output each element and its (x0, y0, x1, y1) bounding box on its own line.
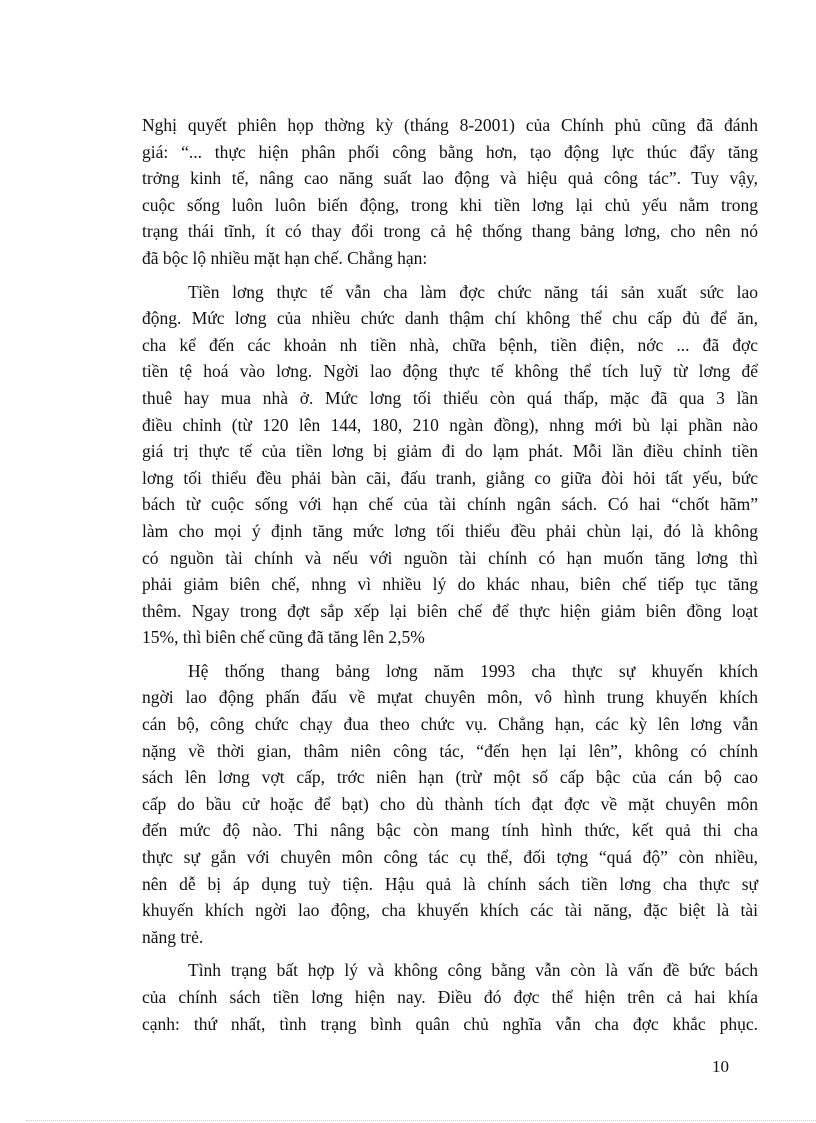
paragraph-line: nặng về thời gian, thâm niên công tác, “đến hẹn lại lên”, không có chính (142, 740, 758, 761)
paragraph-line: năng trẻ. (142, 926, 204, 947)
footer-dotted-rule (26, 1120, 816, 1121)
paragraph-line: Tình trạng bất hợp lý và không công bằng vẫn còn là vấn đề bức bách (188, 960, 758, 981)
paragraph-line: trởng kinh tế, nâng cao năng suất lao động và hiệu quả công tác”. Tuy vậy, (142, 168, 758, 189)
paragraph-line: đã bộc lộ nhiều mặt hạn chế. Chẳng hạn: (142, 247, 428, 268)
paragraph-line: cấp do bầu cử hoặc để bạt) cho dù thành tích đạt đợc về mặt chuyên môn (142, 793, 758, 814)
paragraph-line: 15%, thì biên chế cũng đã tăng lên 2,5% (142, 627, 425, 648)
paragraph-line: cha kể đến các khoản nh tiền nhà, chữa bệnh, tiền điện, nớc ... đã đợc (142, 334, 758, 355)
paragraph-line: thêm. Ngay trong đợt sắp xếp lại biên chế để thực hiện giảm biên đồng loạt (142, 600, 758, 621)
paragraph-line: điều chỉnh (từ 120 lên 144, 180, 210 ngàn đồng), nhng mới bù lại phần nào (142, 414, 758, 435)
paragraph-line: của chính sách tiền lơng hiện nay. Điều đó đợc thể hiện trên cả hai khía (142, 987, 758, 1007)
paragraph-line: Tiền lơng thực tế vẫn cha làm đợc chức năng tái sản xuất sức lao (188, 281, 758, 302)
paragraph-1 (142, 112, 758, 272)
paragraph-line: tiền tệ hoá vào lơng. Ngời lao động thực tế không thể tích luỹ từ lơng để (142, 361, 758, 382)
paragraph-line: ngời lao động phấn đấu về mựat chuyên môn, vô hình trung khuyến khích (142, 687, 758, 708)
paragraph-line: cán bộ, công chức chạy đua theo chức vụ. Chẳng hạn, các kỳ lên lơng vẫn (142, 714, 758, 735)
paragraph-line: bách từ cuộc sống với hạn chế của tài chính ngân sách. Có hai “chốt hãm” (142, 494, 758, 515)
paragraph-4 (142, 957, 758, 1037)
paragraph-line: giá trị thực tế của tiền lơng bị giảm đi do lạm phát. Mỗi lần điều chỉnh tiền (142, 441, 758, 462)
paragraph-line: sách lên lơng vợt cấp, trớc niên hạn (trừ một số cấp bậc của cán bộ cao (142, 767, 758, 788)
paragraph-line: cạnh: thứ nhất, tình trạng bình quân chủ nghĩa vẫn cha đợc khắc phục. (142, 1013, 758, 1034)
paragraph-3 (142, 658, 758, 951)
paragraph-line: Hệ thống thang bảng lơng năm 1993 cha thực sự khuyến khích (188, 660, 758, 681)
paragraph-2 (142, 279, 758, 651)
paragraph-line: thuê hay mua nhà ở. Mức lơng tối thiểu còn quá thấp, mặc đã qua 3 lần (142, 387, 758, 408)
paragraph-line: thực sự gắn với chuyên môn công tác cụ thể, đối tợng “quá độ” còn nhiều, (142, 847, 758, 868)
paragraph-line: Nghị quyết phiên họp thờng kỳ (tháng 8-2001) của Chính phủ cũng đã đánh (142, 115, 758, 135)
paragraph-line: làm cho mọi ý định tăng mức lơng tối thiểu đều phải chùn lại, đó là không (142, 520, 758, 541)
document-page (142, 112, 758, 1044)
paragraph-line: khuyến khích ngời lao động, cha khuyến khích các tài năng, đặc biệt là tài (142, 900, 758, 921)
paragraph-line: giá: “... thực hiện phân phối công bằng hơn, tạo động lực thúc đẩy tăng (142, 141, 758, 162)
paragraph-line: trạng thái tĩnh, ít có thay đổi trong cả hệ thống thang bảng lơng, cho nên nó (142, 221, 758, 242)
paragraph-line: cuộc sống luôn luôn biến động, trong khi tiền lơng lại chủ yếu nằm trong (142, 194, 758, 215)
paragraph-line: có nguồn tài chính và nếu với nguồn tài chính có hạn muốn tăng lơng thì (142, 547, 758, 568)
paragraph-line: nên dễ bị áp dụng tuỳ tiện. Hậu quả là chính sách tiền lơng cha thực sự (142, 873, 758, 894)
paragraph-line: đến mức độ nào. Thi nâng bậc còn mang tính hình thức, kết quả thi cha (142, 820, 758, 841)
page-number: 10 (712, 1057, 729, 1076)
paragraph-line: phải giảm biên chế, nhng vì nhiều lý do khác nhau, biên chế tiếp tục tăng (142, 574, 758, 595)
paragraph-line: lơng tối thiểu đều phải bàn cãi, đấu tranh, giằng co giữa đòi hỏi tất yếu, bức (142, 467, 758, 488)
paragraph-line: động. Mức lơng của nhiều chức danh thậm chí không thể chu cấp đủ để ăn, (142, 308, 758, 329)
